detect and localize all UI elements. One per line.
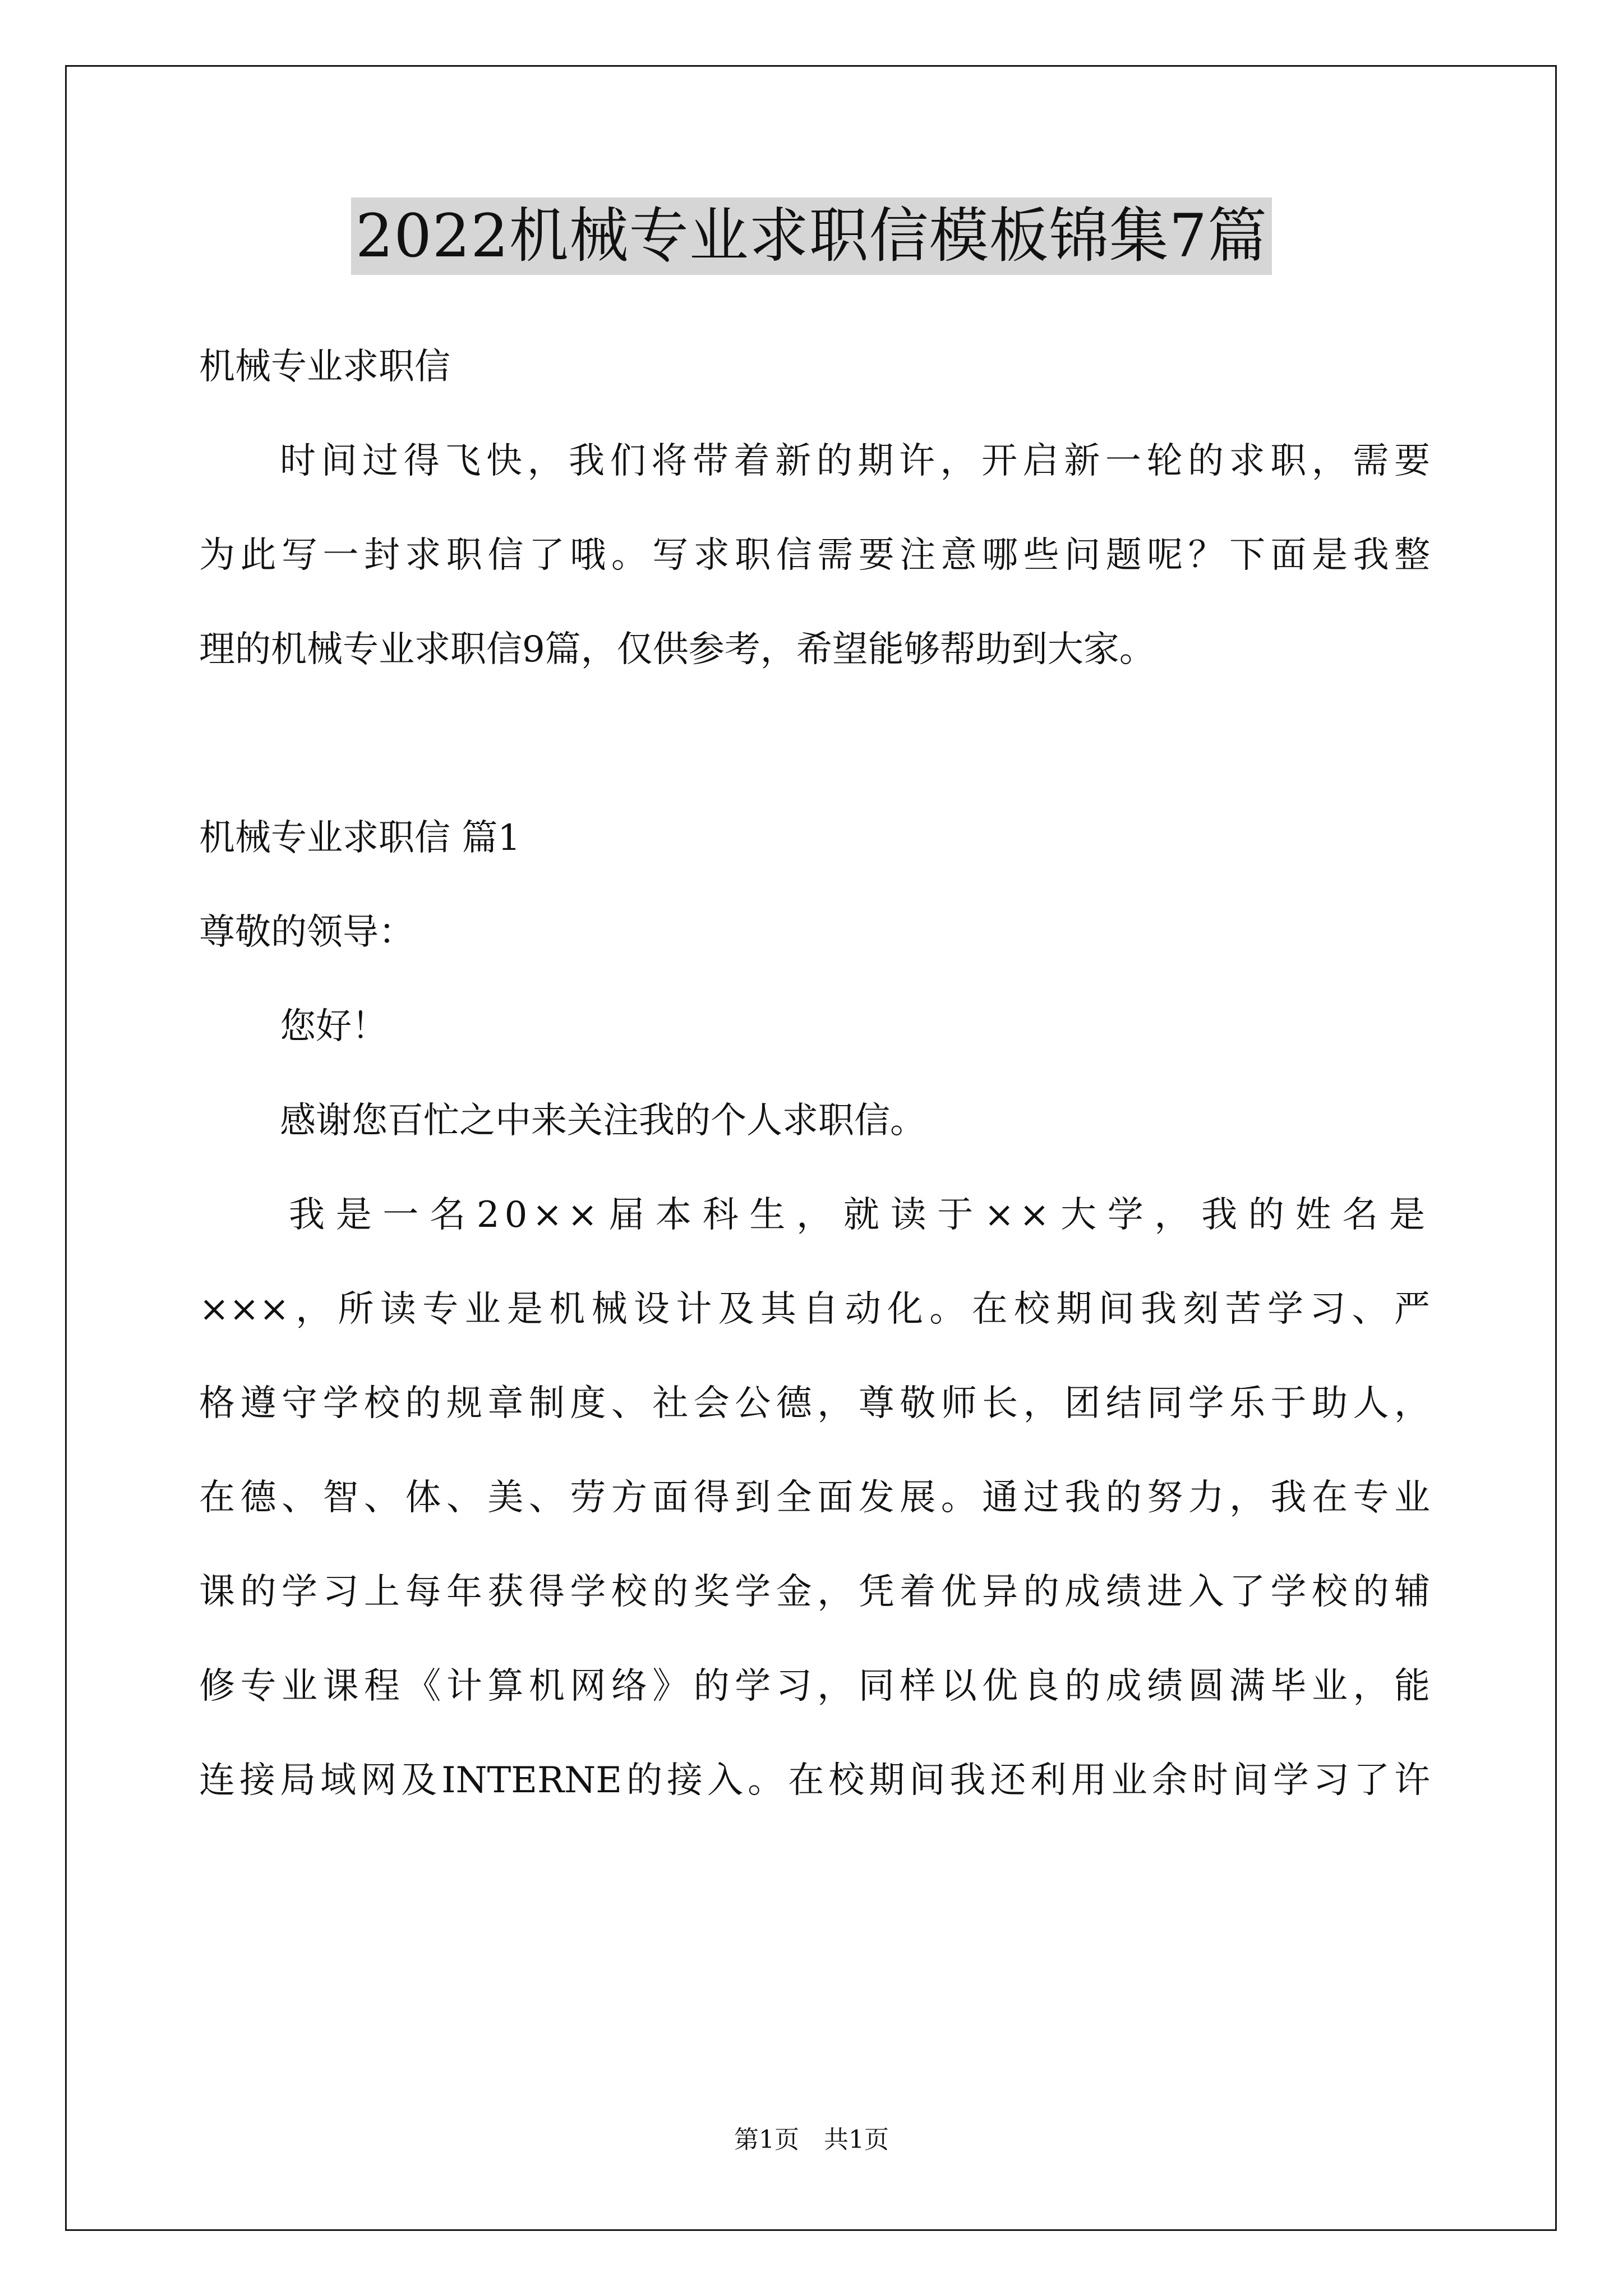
section-heading: 机械专业求职信 篇1 — [199, 817, 521, 859]
body-line-2: ×××，所读专业是机械设计及其自动化。在校期间我刻苦学习、严 — [199, 1289, 1430, 1330]
body-line-4: 在德、智、体、美、劳方面得到全面发展。通过我的努力，我在专业 — [199, 1477, 1430, 1519]
body-line-7: 连接局域网及INTERNE的接入。在校期间我还利用业余时间学习了许 — [199, 1760, 1430, 1801]
greeting: 您好！ — [280, 1006, 388, 1047]
body-line-3: 格遵守学校的规章制度、社会公德，尊敬师长，团结同学乐于助人， — [199, 1383, 1430, 1424]
intro-line-1: 时间过得飞快，我们将带着新的期许，开启新一轮的求职，需要 — [280, 440, 1430, 482]
document-title — [0, 197, 1623, 275]
body-line-6: 修专业课程《计算机网络》的学习，同样以优良的成绩圆满毕业，能 — [199, 1665, 1430, 1707]
intro-line-2: 为此写一封求职信了哦。写求职信需要注意哪些问题呢？下面是我整 — [199, 535, 1430, 576]
body-line-5: 课的学习上每年获得学校的奖学金，凭着优异的成绩进入了学校的辅 — [199, 1571, 1430, 1613]
thanks-line: 感谢您百忙之中来关注我的个人求职信。 — [280, 1100, 926, 1142]
page-footer: 第1页 共1页 — [734, 2125, 889, 2154]
intro-line-3: 理的机械专业求职信9篇，仅供参考，希望能够帮助到大家。 — [199, 629, 1155, 670]
paragraph-gap — [199, 697, 1430, 791]
document-body — [199, 320, 1430, 1828]
document-title-text: 2022机械专业求职信模板锦集7篇 — [351, 197, 1272, 275]
salutation: 尊敬的领导： — [199, 912, 414, 953]
intro-heading: 机械专业求职信 — [199, 346, 450, 388]
body-line-1: 我是一名20××届本科生，就读于××大学，我的姓名是 — [289, 1194, 1430, 1236]
